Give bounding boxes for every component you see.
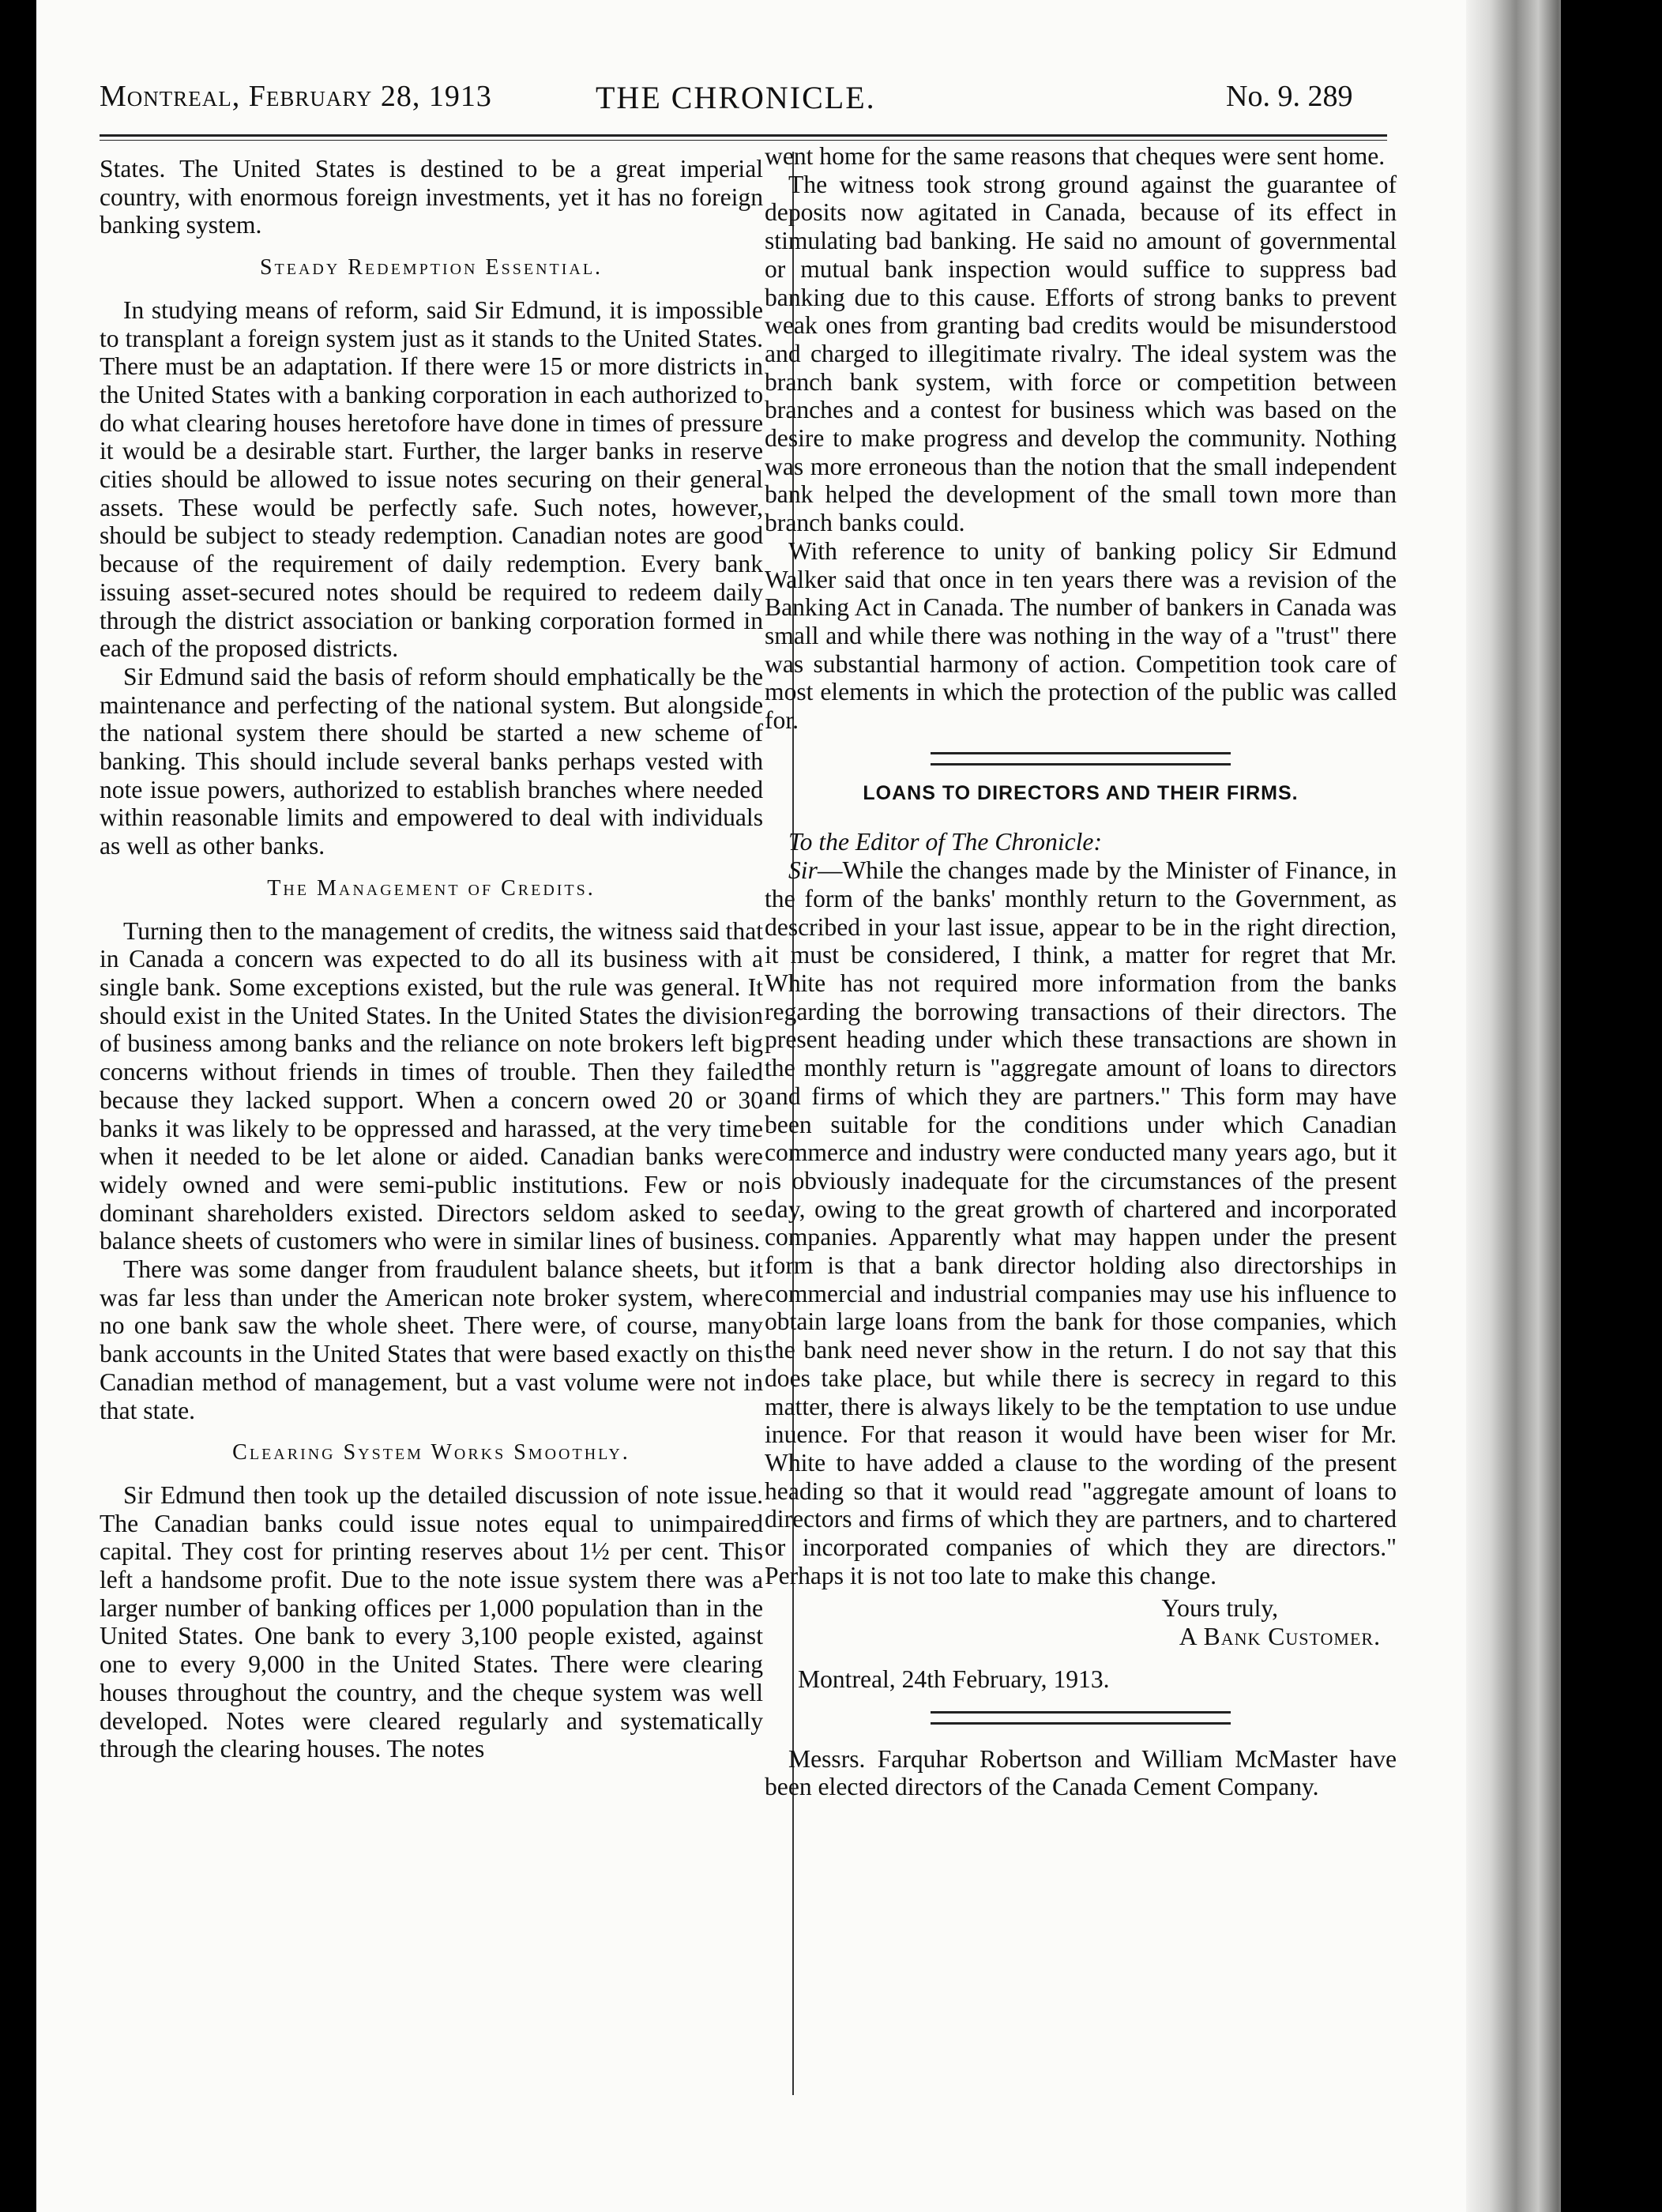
header-masthead: THE CHRONICLE. — [596, 80, 876, 115]
paragraph: Sir Edmund then took up the detailed discussion of note issue. The Canadian banks could issue notes equal to unimpaired capital. They cost for printing reserves about 1½ per cent. This left a handsome profit. Due to the note issue system there was a larger number of banking offices per 1,000 population than in the United States. One bank to every 3,100 people existed, against one to every 9,000 in the United States. There were clearing houses throughout the country, and the cheque system was well developed. Notes were cleared regularly and systematically through the clearing houses. The notes — [100, 1480, 763, 1763]
letter-text: —While the changes made by the Minister of Finance, in the form of the banks' monthly return to the Government, as described in your last issue, appear to be in the right direction, it must be considered, I think, a matter for regret that Mr. White has not required more information from the banks regarding the borrowing transactions of their directors. The present heading under which these transactions are shown in the monthly return is "aggregate amount of loans to directors and firms of which they are partners." This form may have been suitable for the conditions under which Canadian commerce and industry were conducted many years ago, but it is obviously inadequate for the circumstances of the present day, owing to the great growth of chartered and incorporated companies. Apparently what may happen under the present form is that a bank director holding also directorships in commercial and industrial companies may use his influence to obtain large loans from the bank for those companies, which the bank need never show in the return. I do not say that this does take place, but while there is secrecy in regard to this matter, there is always likely to be the temptation to use undue inuence. For that reason it would have been wiser for Mr. White to have added a clause to the wording of the present heading so that it would read "aggregate amount of loans to directors and firms of which they are partners, and to chartered or incorporated companies of which they are directors." Perhaps it is not too late to make this change. — [765, 856, 1397, 1589]
article-title: LOANS TO DIRECTORS AND THEIR FIRMS. — [863, 781, 1299, 804]
paragraph: In studying means of reform, said Sir Edmund, it is impossible to transplant a foreign system just as it stands to the United States. There must be an adaptation. If there were 15 or more districts in the United States with a banking corporation in each authorized to do what clearing houses heretofore have done in times of pressure it would be a desirable start. Further, the larger banks in reserve cities should be allowed to issue notes securing on their general assets. These would be perfectly safe. Such notes, however, should be subject to steady redemption. Canadian notes are good because of the requirement of daily redemption. Every bank issuing asset-secured notes should be required to redeem daily through the district association or banking corporation formed in each of the proposed districts. — [100, 295, 763, 663]
header-rule-top — [100, 134, 1387, 137]
letter-dateline: Montreal, 24th February, 1913. — [798, 1665, 1110, 1693]
paragraph: went home for the same reasons that cheques were sent home. — [765, 142, 1386, 170]
section-heading: The Management of Credits. — [267, 875, 596, 901]
letter-body — [765, 856, 1397, 1589]
section-heading: Clearing System Works Smoothly. — [232, 1440, 630, 1465]
header-dateline: Montreal, February 28, 1913 — [100, 80, 492, 113]
section-heading: Steady Redemption Essential. — [259, 255, 604, 280]
header-issue-page: No. 9. 289 — [1226, 80, 1353, 113]
letter-opening-word: Sir — [788, 856, 818, 885]
notice-paragraph: Messrs. Farquhar Robertson and William McMaster have been elected directors of the Canada Cement Company. — [765, 1744, 1397, 1801]
paragraph: There was some danger from fraudulent balance sheets, but it was far less than under the American note broker system, where no one bank saw the whole sheet. There were, of course, many bank accounts in the United States that were based exactly on this Canadian method of management, but a vast volume were not in that state. — [100, 1255, 763, 1424]
newspaper-page — [36, 0, 1561, 2212]
letter-signature: A Bank Customer. — [1179, 1623, 1381, 1651]
paragraph: States. The United States is destined to be a great imperial country, with enormous foreign investments, yet it has no foreign banking system. — [100, 155, 763, 239]
right-column — [765, 142, 1397, 1801]
letter-closing: Yours truly, — [1161, 1594, 1278, 1623]
scan-edge — [1561, 0, 1662, 2212]
page-binding-shadow — [1466, 0, 1561, 2212]
letter-salutation: To the Editor of The Chronicle: — [788, 828, 1102, 856]
paragraph: Sir Edmund said the basis of reform should emphatically be the maintenance and perfecting of the national system. But alongside the national system there should be started a new scheme of banking. This should include several banks perhaps vested with note issue powers, authorized to establish branches where needed within reasonable limits and empowered to deal with individuals as well as other banks. — [100, 662, 763, 860]
left-column — [100, 155, 763, 1763]
section-divider — [931, 1711, 1231, 1725]
section-divider — [931, 752, 1231, 766]
paragraph: With reference to unity of banking policy Sir Edmund Walker said that once in ten years there was a revision of the Banking Act in Canada. The number of bankers in Canada was small and while there was nothing in the way of a "trust" there was substantial harmony of action. Competition took care of most elements in which the protection of the public was called for. — [765, 536, 1397, 735]
paragraph: Turning then to the management of credits, the witness said that in Canada a concern was expected to do all its business with a single bank. Some exceptions existed, but the rule was general. It should exist in the United States. In the United States the division of business among banks and the reliance on note brokers left big concerns without friends in times of trouble. Then they failed because they lacked support. When a concern owed 20 or 30 banks it was likely to be oppressed and harassed, at the very time when it needed to be let alone or aided. Canadian banks were widely owned and were semi-public institutions. Few or no dominant shareholders existed. Directors seldom asked to see balance sheets of customers who were in similar lines of business. — [100, 916, 763, 1255]
header-rule-bottom — [100, 140, 1387, 141]
paragraph: The witness took strong ground against the guarantee of deposits now agitated in Canada, because of its effect in stimulating bad banking. He said no amount of governmental or mutual bank inspection would suffice to suppress bad banking due to this cause. Efforts of strong banks to prevent weak ones from granting bad credits would be misunderstood and charged to illegitimate rivalry. The ideal system was the branch bank system, with force or competition between branches and a contest for business which was based on the desire to make progress and develop the community. Nothing was more erroneous than the notion that the small independent bank helped the development of the small town more than branch banks could. — [765, 170, 1397, 537]
